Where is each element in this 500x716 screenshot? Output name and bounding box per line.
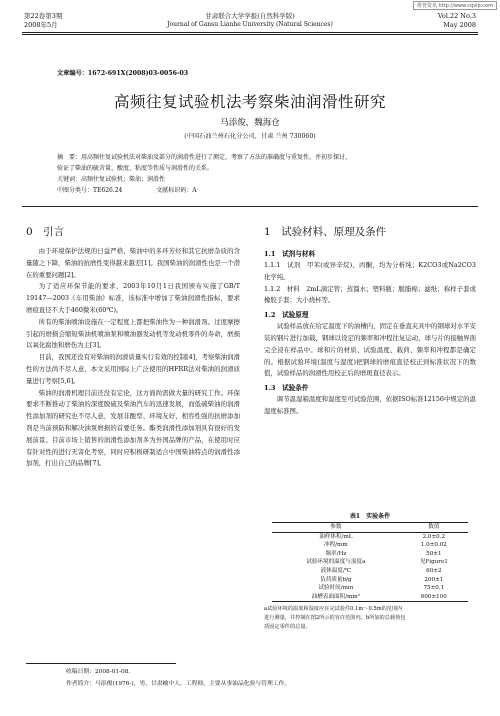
conditions-table <box>272 522 468 602</box>
paper-title: 高频往复试验机法考察柴油润滑性研究 <box>113 93 386 111</box>
table-note-line: a试验环境的温度和湿度应在完试验件0.1m～0.5m的范围内 <box>264 606 403 613</box>
table-row <box>272 532 468 541</box>
intro-paragraph: 由于环境保护法规的日益严格，柴油中的多环芳烃和其它抗磨杂质的含量随之下降，柴油的抗磨性变得越来越差[1]。我国柴油的润滑性也是一个潜在的重要问题[2]。 <box>26 247 240 279</box>
date-cn: 2008年5月 <box>24 21 58 29</box>
table-row <box>272 550 468 559</box>
table-row <box>272 593 468 602</box>
table-cell-param: 冲程/mm <box>323 542 348 549</box>
subsection-1-3: 1.3 试验条件 <box>264 384 309 393</box>
table-cell-value: 1.0±0.02 <box>420 542 447 549</box>
table-caption: 表1 实验条件 <box>349 513 391 520</box>
table-cell-param: 负荷质量b/g <box>320 576 352 583</box>
table-cell-value: 75±0.1 <box>423 585 445 592</box>
conditions-paragraph: 调节温湿箱温度和湿度至可试验范围，依据ISO标准12156中规定的温湿度标准图。 <box>264 395 476 415</box>
table-row <box>272 576 468 585</box>
table-cell-value: 200±1 <box>424 576 444 583</box>
table-header-value: 数值 <box>428 524 440 530</box>
table-cell-value: 600±100 <box>420 593 447 600</box>
table-cell-param: 液体温度/℃ <box>320 567 352 574</box>
intro-paragraph: 柴油的润滑机理目前还没有定论，这方面尚需做大量的研究工作。环保要求不断推动了柴油的深度脱硫及柴油汽车的迅速发展，而低硫柴油的润滑性添加剂的研究也不尽人意，发展非酸型、环境友好、相容性强的抗磨添加剂是当前预防和解决油泵磨损的首要任务。酯类润滑性添加剂具有很好的发展前景。目前市场上销售的润滑性添加剂多为外国品牌的产品，在使用时应有针对性的进行无害化考察，同时应积极研制适合中国柴油特点的润滑性添加剂，打出自己的品牌[7]。 <box>26 388 240 468</box>
table-cell-value: 2.0±0.2 <box>422 533 446 540</box>
principle-paragraph: 试验样品放在给定温度下的油槽内，固定在垂直夹具中的钢球对水平安装的钢片进行加载，钢球以设定的频率和冲程往复运动，球与片的接触界面完全浸在样品中。球和片的材质、试验温度、载荷、频率和冲程都是确定的。根据试验环境(温度与湿度)把钢球的磨痕直径校正到标准状况下的数值，试验样品的润滑性用校正后的磨斑直径表示。 <box>264 322 476 378</box>
section-heading-introduction: 0 引言 <box>26 226 65 238</box>
table-cell-param: 油样体积/mL <box>319 533 353 540</box>
journal-cn: 甘肃联合大学学报(自然科学版) <box>205 12 295 20</box>
table-header-param: 参数 <box>330 524 342 530</box>
right-column <box>264 246 476 418</box>
abstract-block <box>57 152 452 196</box>
clc-number: 中图分类号：TE626.24 <box>57 187 123 194</box>
author-bio: 作者简介：马添俊(1976-)，男，甘肃榆中人，工程师，主要从事油品化验与管理工作。 <box>66 681 291 687</box>
subsection-1-2: 1.2 试验原理 <box>264 311 309 320</box>
table-row <box>272 541 468 550</box>
table-row <box>272 558 468 567</box>
intro-paragraph: 为了适应环保节能的要求，2003年10月1日我国颁布实施了GB/T 19147—2003《车用柴油》标准，该标准中增加了柴油润滑性指标，要求磨痕直径不大于460微米(60℃)。 <box>26 282 240 314</box>
intro-paragraph: 所有的柴油喷油设施在一定程度上都把柴油作为一种润滑剂。过度摩擦引起的磨损会缩短柴油机喷油泵和喷油器发动机等发动机零件的寿命，磨损以氧化腐蚀和磨伤为主[3]。 <box>26 317 240 350</box>
volume-cn: 第22卷第3期 <box>24 12 63 20</box>
table-cell-param: 频率/Hz <box>325 550 347 557</box>
watermark: 维普资讯 http://www.cqvip.com <box>413 1 497 10</box>
abstract-line-2: 验证了柴油的硫含量、酸度、粘度等性质与润滑性的关系。 <box>57 165 214 172</box>
header-rule <box>22 32 478 33</box>
authors: 马添俊，魏海仓 <box>220 118 280 128</box>
materials-paragraph: 1.1.2 材料 2mL滴定管；蒸馏水；塑料瓶；脱脂棉；滤纸；称样子套或橡胶手套；大小烧杯等。 <box>264 284 476 305</box>
table-cell-value: 50±1 <box>426 550 442 557</box>
reagents-paragraph: 1.1.1 试剂 甲苯(或异辛烷)、丙酮，均为分析纯；K2CO3或Na2CO3化学纯。 <box>264 261 476 281</box>
article-number: 文章编号：1672-691X(2008)03-0056-03 <box>57 70 189 77</box>
table-row <box>272 567 468 576</box>
abstract-line-1: 摘 要：用高频往复试验机法对柴油及部分的润滑性进行了测定，考察了方法的准确度与重复性，并初步探讨、 <box>57 154 352 161</box>
affiliation: (中国石油兰州石化分公司，甘肃 兰州 730060) <box>184 133 316 140</box>
table-cell-param: 试验时间/min <box>318 585 354 592</box>
table-row <box>272 584 468 593</box>
header-rule-thin <box>22 34 478 35</box>
section-heading-materials: 1 试验材料、原理及条件 <box>264 226 387 238</box>
table-note-line: 括固定零件的总量。 <box>264 623 311 630</box>
left-column <box>26 246 240 470</box>
table-1 <box>264 512 476 631</box>
table-cell-value: 60±2 <box>426 567 442 574</box>
table-cell-value: 见Figure1 <box>419 559 448 566</box>
footnote-rule <box>26 663 176 664</box>
abstract-rule <box>22 206 478 207</box>
subsection-1-1: 1.1 试剂与材料 <box>264 250 316 258</box>
document-code: 文献标识码：A <box>156 187 197 194</box>
table-cell-param: 油槽表面面积/mm² <box>311 593 360 600</box>
table-cell-param: 试验环境的温度与湿度a <box>306 559 366 566</box>
volume-en: Vol.22 No.3 <box>437 12 476 20</box>
table-note <box>264 605 476 631</box>
received-date: 收稿日期：2008-01-08. <box>66 669 131 675</box>
intro-paragraph: 目前，我国还没有对柴油的润滑质量实行有效的控制[4]，考察柴油润滑性的方法尚不尽人意，本文采用国际上广泛使用的HFRR法对柴油的润滑质量进行考察[5,6]。 <box>26 353 240 385</box>
date-en: May 2008 <box>443 21 476 29</box>
table-note-line: 进行测量，并控制在图2所示的容许范围内。b所加的总载荷包 <box>264 614 406 621</box>
journal-en: Journal of Gansu Lianhe University (Natural Sciences) <box>167 21 333 28</box>
keywords: 关键词：高频往复试验机；柴油；润滑性 <box>57 176 166 183</box>
